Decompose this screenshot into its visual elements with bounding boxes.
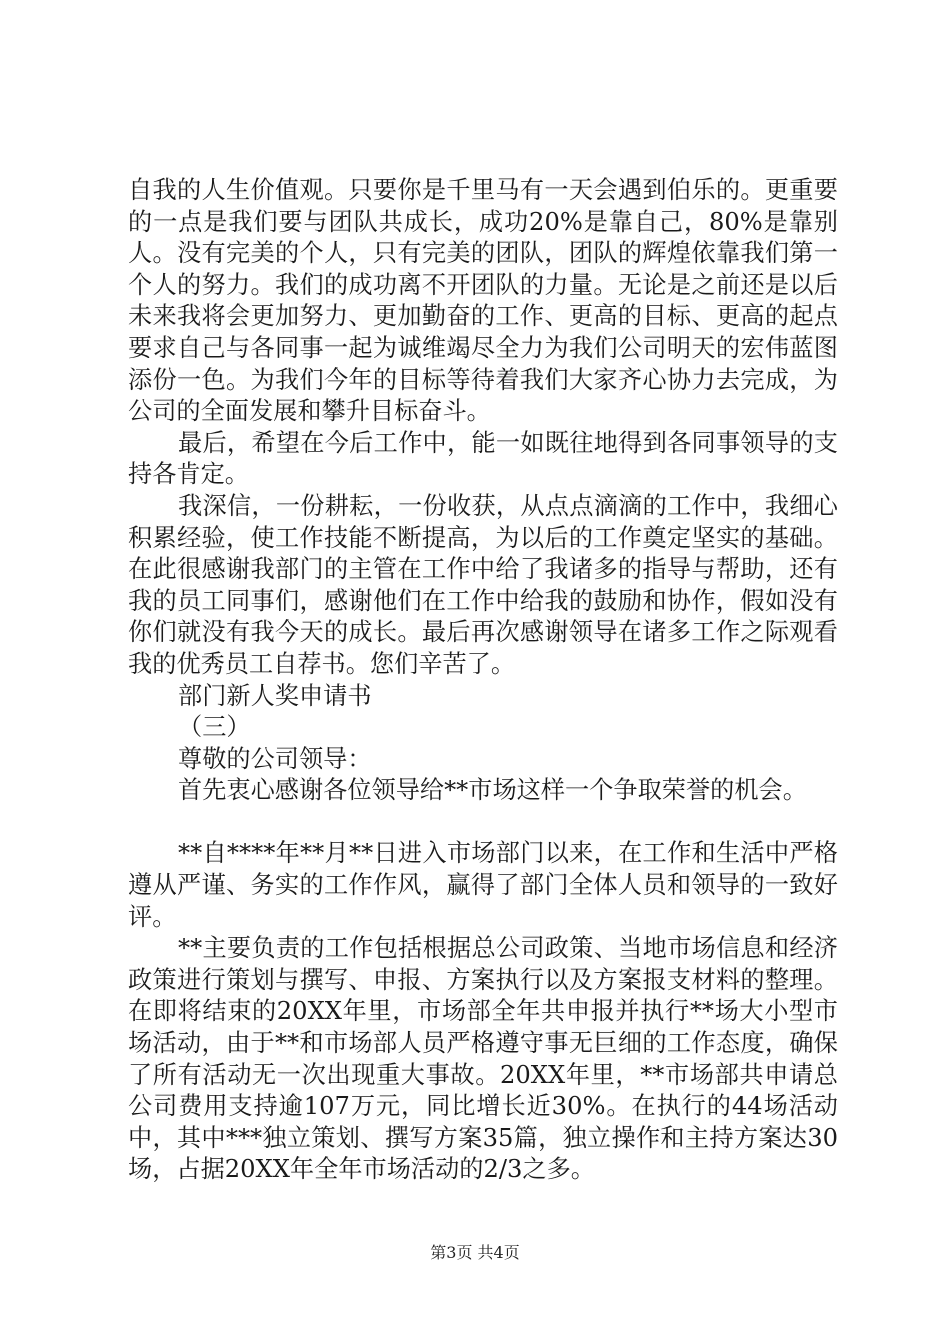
paragraph-gratitude: 我深信，一份耕耘，一份收获，从点点滴滴的工作中，我细心积累经验，使工作技能不断提高，为以后的工作奠定坚实的基础。在此很感谢我部门的主管在工作中给了我诸多的指导与帮助，还有我的员工同事们，感谢他们在工作中给我的鼓励和协作，假如没有你们就没有我今天的成长。最后再次感谢领导在诸多工作之际观看我的优秀员工自荐书。您们辛苦了。 [128, 491, 838, 678]
paragraph-responsibilities: **主要负责的工作包括根据总公司政策、当地市场信息和经济政策进行策划与撰写、申报、方案执行以及方案报支材料的整理。在即将结束的20XX年里，市场部全年共申报并执行**场大小型市场活动，由于**和市场部人员严格遵守事无巨细的工作态度，确保了所有活动无一次出现重大事故。20XX年里，**市场部共申请总公司费用支持逾107万元，同比增长近30%。在执行的44场活动中，其中***独立策划、撰写方案35篇，独立操作和主持方案达30场，占据20XX年全年市场活动的2/3之多。 [128, 934, 838, 1184]
document-body [128, 175, 838, 1186]
paragraph-closing-wish: 最后，希望在今后工作中，能一如既往地得到各同事领导的支持各肯定。 [128, 428, 838, 489]
page-number-footer: 第3页 共4页 [430, 1243, 520, 1262]
salutation: 尊敬的公司领导： [178, 744, 372, 773]
section-number: （三） [178, 713, 251, 742]
paragraph-introduction: **自****年**月**日进入市场部门以来，在工作和生活中严格遵从严谨、务实的工作作风，赢得了部门全体人员和领导的一致好评。 [128, 839, 838, 931]
paragraph-opening-thanks: 首先衷心感谢各位领导给**市场这样一个争取荣誉的机会。 [178, 776, 807, 805]
section-title: 部门新人奖申请书 [178, 681, 372, 710]
blank-line [128, 807, 838, 839]
paragraph-continuation: 自我的人生价值观。只要你是千里马有一天会遇到伯乐的。更重要的一点是我们要与团队共成长，成功20%是靠自己，80%是靠别人。没有完美的个人，只有完美的团队，团队的辉煌依靠我们第一个人的努力。我们的成功离不开团队的力量。无论是之前还是以后未来我将会更加努力、更加勤奋的工作、更高的目标、更高的起点要求自己与各同事一起为诚维竭尽全力为我们公司明天的宏伟蓝图添份一色。为我们今年的目标等待着我们大家齐心协力去完成，为公司的全面发展和攀升目标奋斗。 [128, 176, 838, 426]
